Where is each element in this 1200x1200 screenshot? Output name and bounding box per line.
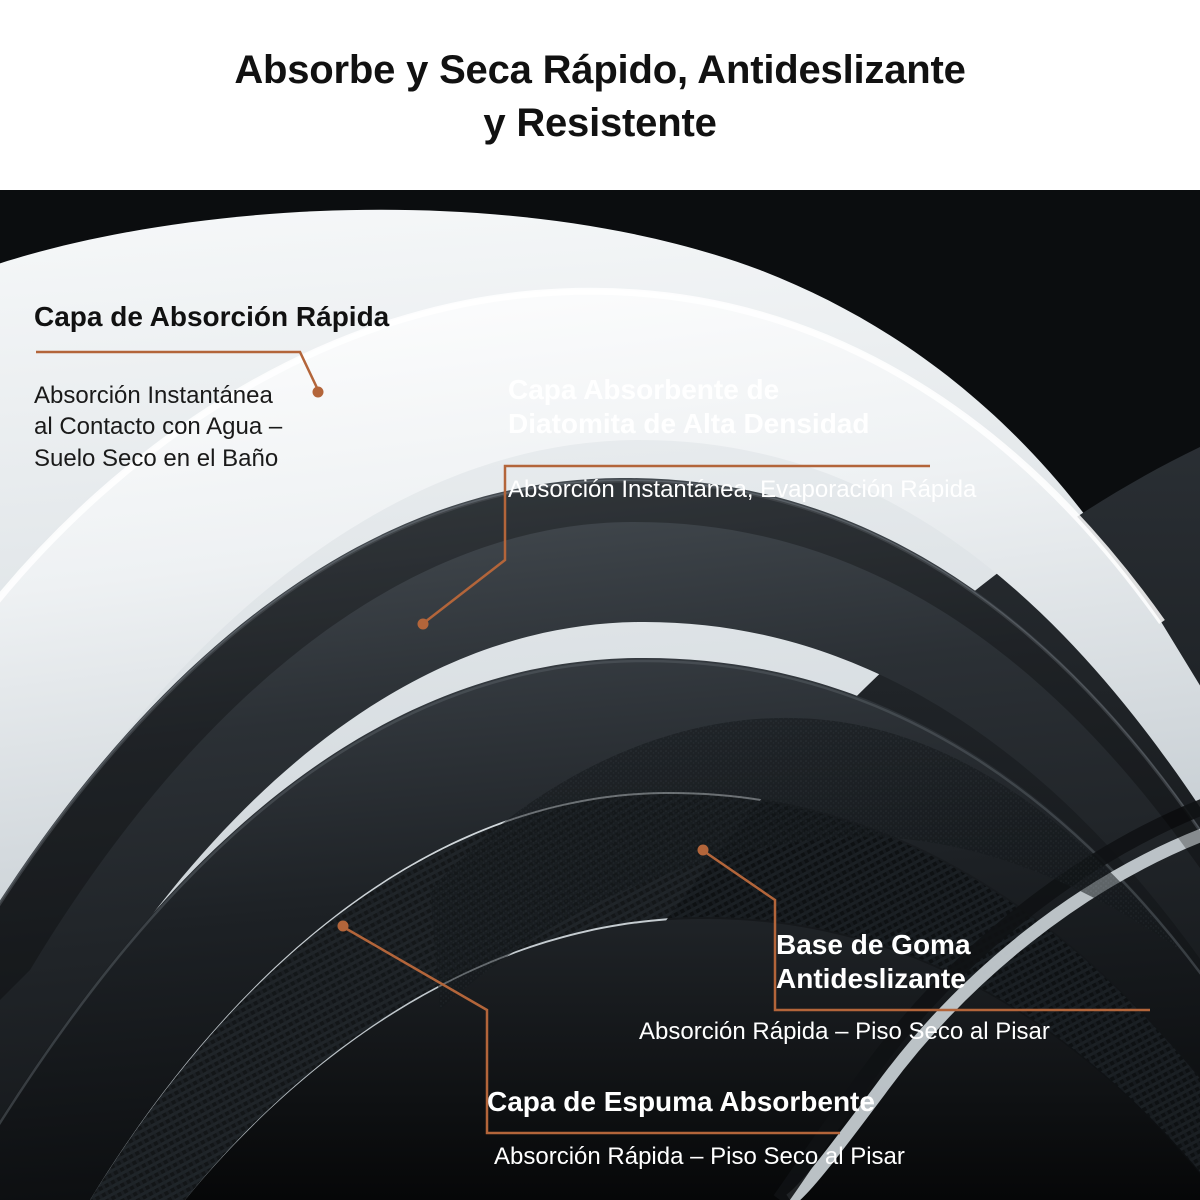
callout-3-heading (776, 928, 1196, 996)
callout-2-heading (508, 373, 1108, 441)
callout-3-heading-line2: Antideslizante (776, 963, 966, 995)
callout-1-subtext-line3: Suelo Seco en el Baño (34, 444, 279, 472)
callout-4-heading: Capa de Espuma Absorbente (487, 1086, 875, 1117)
callout-4-subtext: Absorción Rápida – Piso Seco al Pisar (494, 1143, 905, 1171)
page-title-line2: y Resistente (483, 100, 717, 145)
callout-capa-absorcion-rapida (34, 300, 504, 474)
callout-1-subtext-line1: Absorción Instantánea (34, 382, 273, 410)
callout-1-heading: Capa de Absorción Rápida (34, 301, 390, 332)
callout-2-heading-line2: Diatomita de Alta Densidad (508, 408, 870, 440)
callout-1-subtext (34, 380, 504, 474)
callout-2-subtext: Absorción Instantánea, Evaporación Rápida (508, 476, 977, 504)
callout-capa-diatomita (508, 373, 1108, 506)
page-title-line1: Absorbe y Seca Rápido, Antideslizante (234, 48, 966, 92)
page-title (0, 44, 1200, 150)
callout-3-heading-line1: Base de Goma (776, 929, 971, 960)
callout-2-heading-line1: Capa Absorbente de (508, 374, 780, 405)
callout-3-subtext: Absorción Rápida – Piso Seco al Pisar (639, 1018, 1050, 1046)
callout-base-goma-antideslizante (639, 928, 1196, 1048)
callout-capa-espuma-absorbente (487, 1085, 1027, 1172)
callout-1-subtext-line2: al Contacto con Agua – (34, 413, 283, 441)
